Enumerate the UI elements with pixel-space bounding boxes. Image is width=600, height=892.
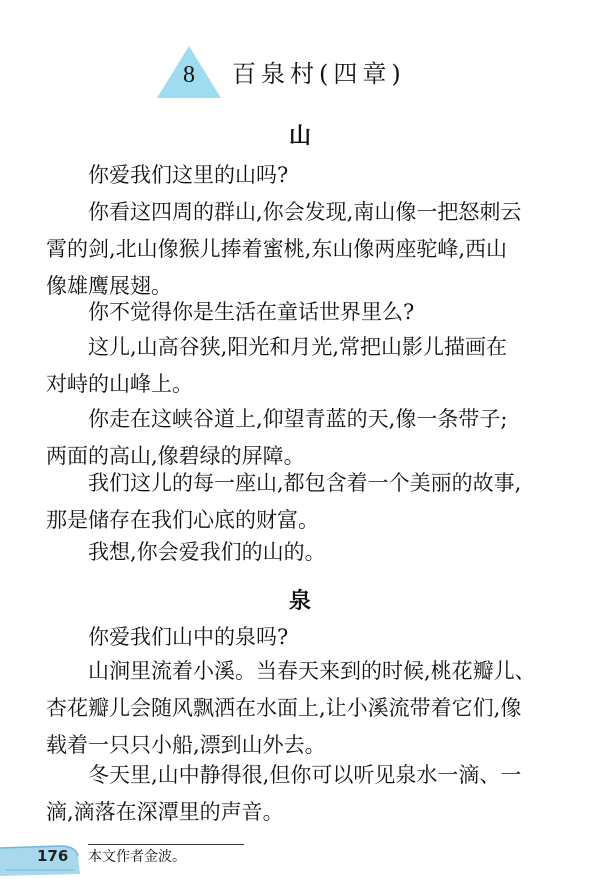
text-line: 两面的高山,像碧绿的屏障。 [46, 444, 305, 468]
text-line: 冬天里,山中静得很,但你可以听见泉水一滴、一 [88, 763, 522, 787]
paragraph [46, 757, 560, 831]
lesson-header [0, 46, 600, 102]
text-line: 我们这儿的每一座山,都包含着一个美丽的故事, [88, 471, 522, 495]
text-line: 我想,你会爱我们的山的。 [88, 540, 326, 564]
paragraph [46, 653, 560, 764]
text-line: 杏花瓣儿会随风飘洒在水面上,让小溪流带着它们,像 [46, 696, 522, 720]
text-line: 这儿,山高谷狭,阳光和月光,常把山影儿描画在 [88, 335, 508, 359]
text-line: 对峙的山峰上。 [46, 372, 193, 396]
paragraph [46, 619, 560, 656]
paragraph [46, 157, 560, 194]
text-line: 你不觉得你是生活在童话世界里么? [88, 300, 415, 324]
lesson-number: 8 [183, 62, 195, 88]
text-line: 像雄鹰展翅。 [46, 274, 172, 298]
text-line: 你爱我们山中的泉吗? [88, 625, 289, 649]
paragraph [46, 534, 560, 571]
footnote-divider [88, 844, 244, 845]
paragraph [46, 329, 560, 403]
text-line: 你看这四周的群山,你会发现,南山像一把怒刺云 [88, 200, 522, 224]
section-heading-mountain: 山 [288, 124, 311, 149]
page-number: 176 [37, 847, 69, 865]
paragraph [46, 294, 560, 331]
footnote: 本文作者金波。 [88, 849, 186, 865]
text-line: 滴,滴落在深潭里的声音。 [46, 800, 284, 824]
lesson-title: 百泉村(四章) [232, 60, 406, 88]
text-line: 山涧里流着小溪。当春天来到的时候,桃花瓣儿、 [88, 659, 536, 683]
paragraph [46, 194, 560, 305]
text-line: 你走在这峡谷道上,仰望青蓝的天,像一条带子; [88, 407, 508, 431]
text-line: 那是储存在我们心底的财富。 [46, 508, 319, 532]
page-number-badge [0, 840, 88, 880]
paragraph [46, 401, 560, 475]
text-line: 霄的剑,北山像猴儿捧着蜜桃,东山像两座驼峰,西山 [46, 237, 508, 261]
section-heading-spring: 泉 [288, 589, 311, 614]
text-line: 你爱我们这里的山吗? [88, 163, 289, 187]
text-line: 载着一只只小船,漂到山外去。 [46, 733, 326, 757]
paragraph [46, 465, 560, 539]
